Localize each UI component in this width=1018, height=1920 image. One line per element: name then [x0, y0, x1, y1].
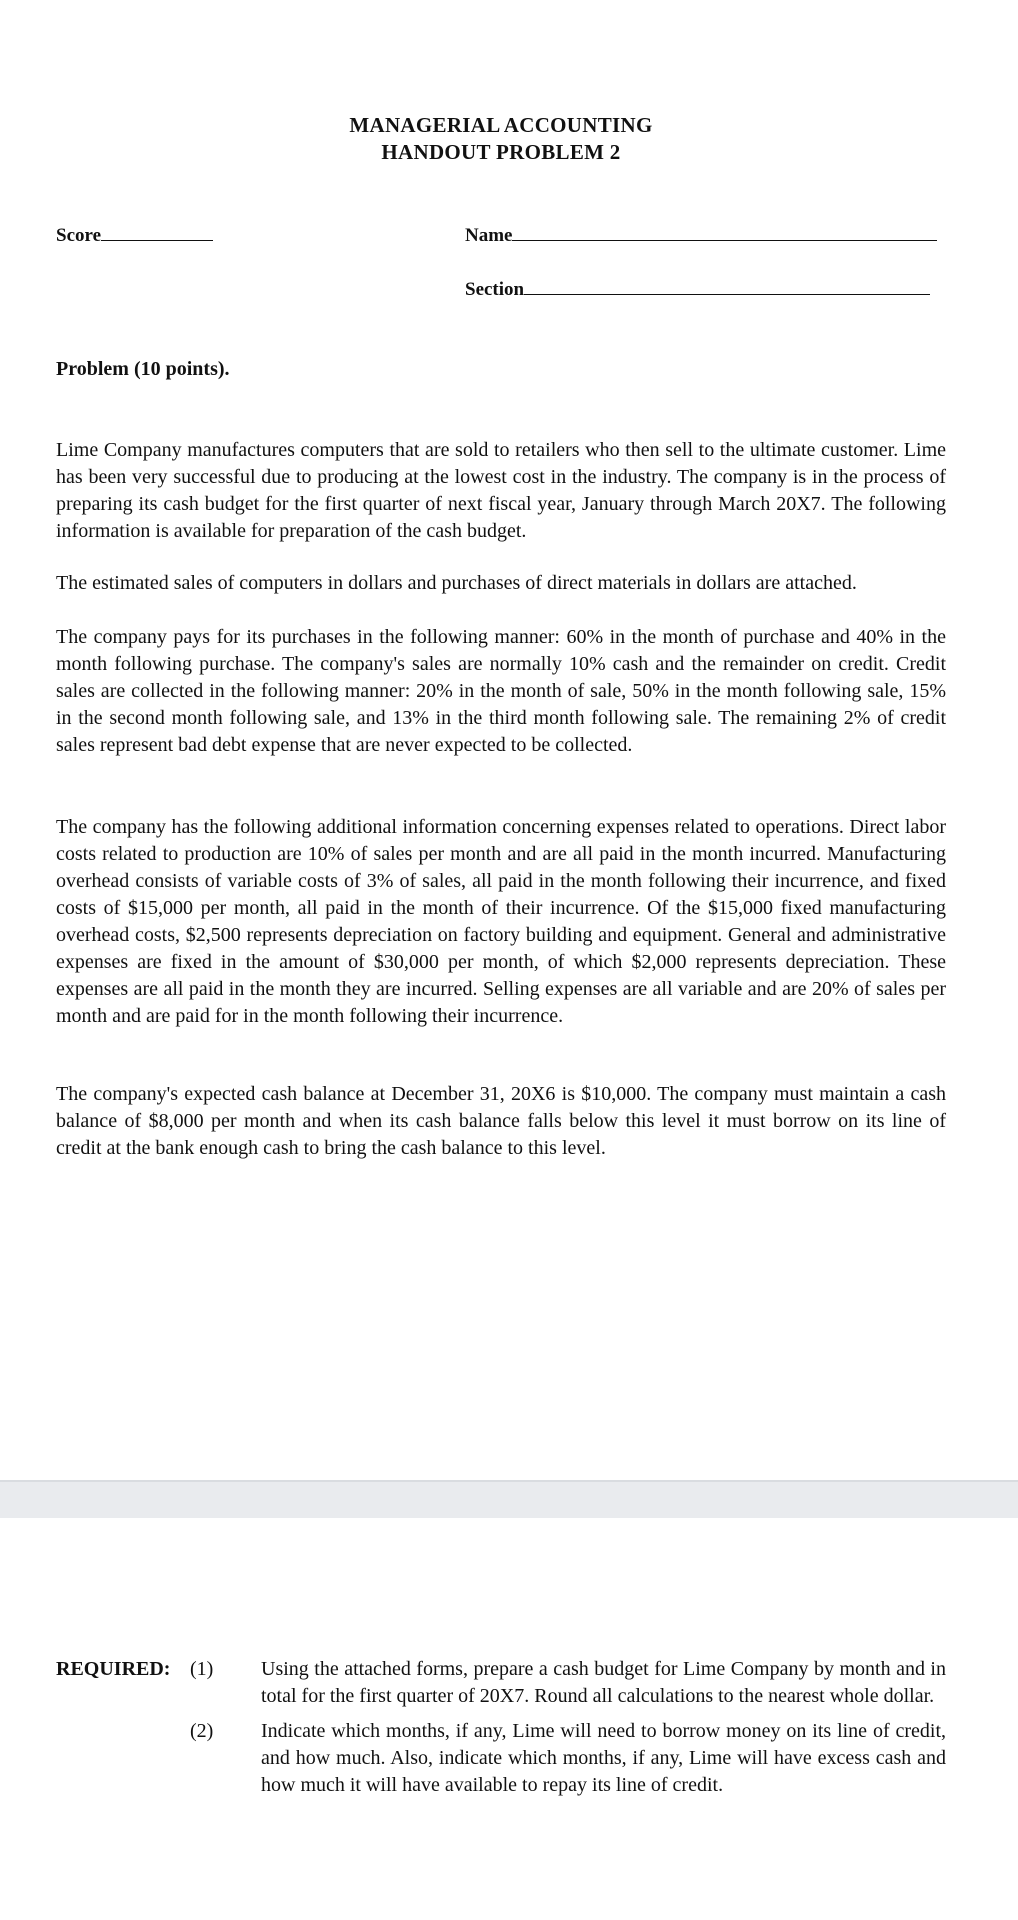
score-field[interactable] — [56, 222, 213, 247]
section-blank-line[interactable] — [524, 276, 930, 295]
required-item-2 — [56, 1718, 956, 1799]
required-item-text: Using the attached forms, prepare a cash budget for Lime Company by month and in total for the first quarter of 20X7. Round all calculations to the nearest whole dollar. — [261, 1658, 946, 1707]
required-item-text: Indicate which months, if any, Lime will need to borrow money on its line of credit, and how much. Also, indicate which months, if any, Lime will have excess cash and how much it will have available to repay its line of credit. — [261, 1720, 946, 1796]
paragraph-cash-balance: The company's expected cash balance at December 31, 20X6 is $10,000. The company must maintain a cash balance of $8,000 per month and when its cash balance falls below this level it must borrow on its line of credit at the bank enough cash to bring the cash balance to this level. — [56, 1083, 946, 1159]
required-label: REQUIRED: — [56, 1658, 171, 1680]
name-blank-line[interactable] — [512, 222, 937, 241]
section-label: Section — [465, 279, 525, 300]
paragraph-intro: Lime Company manufactures computers that are sold to retailers who then sell to the ultimate customer. Lime has been very successful due to producing at the lowest cost in the industry. The company is in the process of preparing its cash budget for the first quarter of next fiscal year, January through March 20X7. The following information is available for preparation of the cash budget. — [56, 439, 946, 542]
required-item-number: (1) — [190, 1658, 214, 1680]
name-field[interactable] — [465, 222, 937, 247]
document-title — [0, 112, 1002, 166]
title-line-1: MANAGERIAL ACCOUNTING — [349, 113, 653, 137]
score-label: Score — [56, 225, 102, 246]
problem-heading: Problem (10 points). — [56, 358, 230, 380]
required-item-1 — [56, 1656, 956, 1710]
score-blank-line[interactable] — [101, 222, 213, 241]
required-section — [56, 1656, 956, 1799]
section-field[interactable] — [465, 276, 930, 301]
required-item-number: (2) — [190, 1720, 214, 1742]
title-line-2: HANDOUT PROBLEM 2 — [381, 140, 621, 164]
paragraph-expenses: The company has the following additional information concerning expenses related to operations. Direct labor costs related to production are 10% of sales per month and are all paid in the month incurred. Manufacturing overhead consists of variable costs of 3% of sales, all paid in the month following their incurrence, and fixed costs of $15,000 per month, all paid in the month of their incurrence. Of the $15,000 fixed manufacturing overhead costs, $2,500 represents depreciation on factory building and equipment. General and administrative expenses are fixed in the amount of $30,000 per month, of which $2,000 represents depreciation. These expenses are all paid in the month they are incurred. Selling expenses are all variable and are 20% of sales per month and are paid for in the month following their incurrence. — [56, 816, 946, 1027]
page-separator — [0, 1480, 1018, 1518]
paragraph-payments-collections: The company pays for its purchases in the following manner: 60% in the month of purchase and 40% in the month following purchase. The company's sales are normally 10% cash and the remainder on credit. Credit sales are collected in the following manner: 20% in the month of sale, 50% in the month following sale, 15% in the second month following sale, and 13% in the third month following sale. The remaining 2% of credit sales represent bad debt expense that are never expected to be collected. — [56, 626, 946, 756]
name-label: Name — [465, 225, 513, 246]
paragraph-attachments: The estimated sales of computers in dollars and purchases of direct materials in dollars are attached. — [56, 572, 857, 594]
